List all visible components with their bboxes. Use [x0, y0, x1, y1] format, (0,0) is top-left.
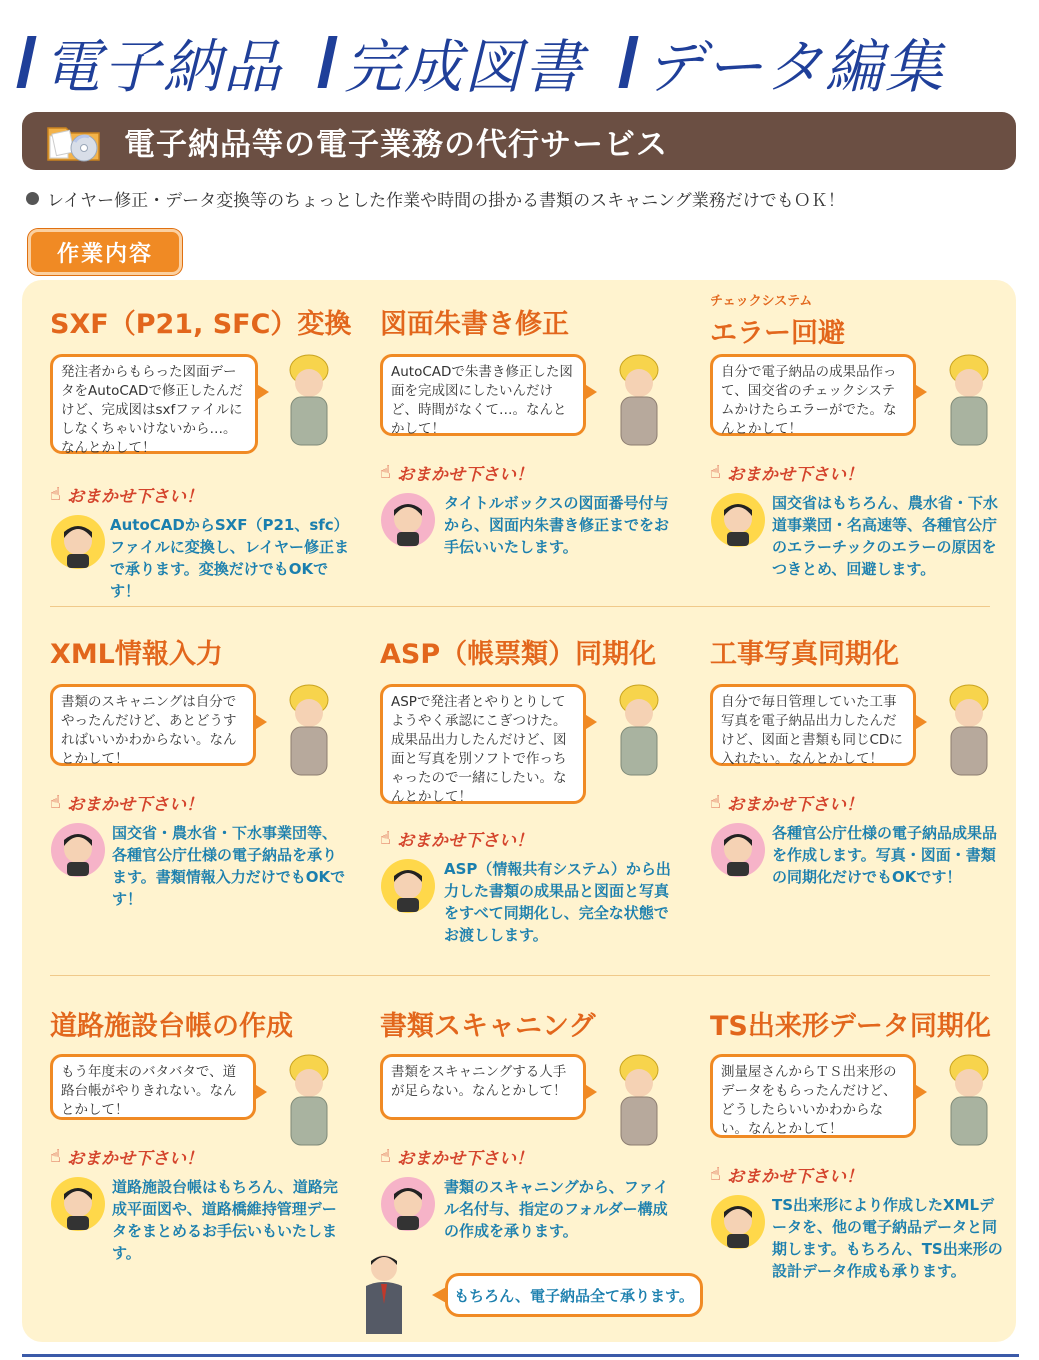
question-bubble: AutoCADで朱書き修正した図面を完成図にしたいんだけど、時間がなくて…。なんとかして！	[380, 354, 586, 436]
pointing-hand-icon: ☝	[710, 462, 721, 483]
header-bar-icon	[16, 36, 36, 88]
header-segment	[624, 20, 945, 104]
worker-icon	[278, 350, 340, 450]
omakase-label: おまかせ下さい！	[396, 465, 533, 485]
bottom-rule	[22, 1354, 1019, 1357]
worker-icon	[278, 680, 340, 780]
service-card	[50, 1004, 350, 1262]
answer-text: 各種官公庁仕様の電子納品成果品を作成します。写真・図面・書類の同期化だけでもOKです！	[772, 824, 998, 886]
omakase-label: おまかせ下さい！	[726, 465, 863, 485]
omakase-heading	[50, 790, 203, 815]
card-title: 道路施設台帳の作成	[50, 1011, 293, 1042]
header-bar-icon	[619, 36, 639, 88]
service-card	[380, 302, 680, 556]
service-card	[380, 632, 680, 944]
staff-avatar-icon	[710, 492, 766, 548]
omakase-label: おまかせ下さい！	[66, 1149, 203, 1169]
card-title: 図面朱書き修正	[380, 309, 569, 340]
staff-avatar-icon	[50, 514, 106, 570]
omakase-heading	[710, 1162, 863, 1187]
folder-cd-icon	[44, 118, 106, 164]
pointing-hand-icon: ☝	[50, 484, 61, 505]
worker-icon	[938, 350, 1000, 450]
pointing-hand-icon: ☝	[50, 792, 61, 813]
omakase-heading	[710, 460, 863, 485]
header-bar-icon	[317, 36, 337, 88]
worker-icon	[938, 1050, 1000, 1150]
card-title: 書類スキャニング	[380, 1011, 596, 1042]
header-word: 完成図書	[344, 33, 585, 101]
card-title: XML情報入力	[50, 639, 223, 670]
omakase-label: おまかせ下さい！	[396, 831, 533, 851]
question-bubble: 自分で電子納品の成果品作って、国交省のチェックシステムかけたらエラーがでた。なんとかして！	[710, 354, 916, 436]
worker-icon	[608, 1050, 670, 1150]
header-segment	[22, 20, 283, 104]
omakase-label: おまかせ下さい！	[66, 487, 203, 507]
pointing-hand-icon: ☝	[380, 828, 391, 849]
omakase-label: おまかせ下さい！	[66, 795, 203, 815]
closing-bubble: もちろん、電子納品全て承ります。	[445, 1273, 703, 1317]
card-subtitle: チェックシステム	[710, 294, 813, 309]
card-title: TS出来形データ同期化	[710, 1011, 991, 1042]
bullet-icon	[26, 192, 39, 205]
page-header	[22, 22, 1019, 102]
staff-avatar-icon	[710, 1194, 766, 1250]
answer-text: 国交省はもちろん、農水省・下水道事業団・名高速等、各種官公庁のエラーチックのエラーの原因をつきとめ、回避します。	[772, 494, 998, 578]
worker-icon	[938, 680, 1000, 780]
omakase-label: おまかせ下さい！	[726, 795, 863, 815]
staff-avatar-icon	[50, 822, 106, 878]
question-bubble: 測量屋さんからＴＳ出来形のデータをもらったんだけど、どうしたらいいかわからない。なんとかして！	[710, 1054, 916, 1138]
answer-text: 国交省・農水省・下水事業団等、各種官公庁仕様の電子納品を承ります。書類情報入力だけでもOKです！	[112, 824, 346, 908]
card-title: 工事写真同期化	[710, 639, 899, 670]
row-divider	[50, 606, 990, 607]
staff-avatar-icon	[380, 492, 436, 548]
staff-avatar-icon	[380, 1176, 436, 1232]
worker-icon	[278, 1050, 340, 1150]
omakase-heading	[380, 826, 533, 851]
staff-avatar-icon	[380, 858, 436, 914]
pointing-hand-icon: ☝	[380, 1146, 391, 1167]
service-card	[710, 290, 1010, 578]
answer-text: 道路施設台帳はもちろん、道路完成平面図や、道路橋維持管理データをまとめるお手伝いもいたします。	[112, 1178, 338, 1262]
question-bubble: 発注者からもらった図面データをAutoCADで修正したんだけど、完成図はsxfファイルにしなくちゃいけないから…。なんとかして！	[50, 354, 258, 454]
question-bubble: 自分で毎日管理していた工事写真を電子納品出力したんだけど、図面と書類も同じCDに入れたい。なんとかして！	[710, 684, 916, 766]
header-segment	[323, 20, 584, 104]
section-banner	[22, 112, 1016, 170]
staff-avatar-icon	[50, 1176, 106, 1232]
omakase-label: おまかせ下さい！	[396, 1149, 533, 1169]
card-title: SXF（P21, SFC）変換	[50, 309, 352, 340]
answer-text: ASP（情報共有システム）から出力した書類の成果品と図面と写真をすべて同期化し、完全な状態でお渡しします。	[444, 860, 671, 944]
pointing-hand-icon: ☝	[380, 462, 391, 483]
service-card	[380, 1004, 680, 1240]
worker-icon	[608, 680, 670, 780]
lead-label: レイヤー修正・データ変換等のちょっとした作業や時間の掛かる書類のスキャニング業務だけでもＯＫ！	[47, 191, 845, 211]
omakase-heading	[380, 1144, 533, 1169]
omakase-heading	[710, 790, 863, 815]
service-card	[710, 1004, 1010, 1280]
row-divider	[50, 975, 990, 976]
card-title: ASP（帳票類）同期化	[380, 639, 657, 670]
omakase-heading	[380, 460, 533, 485]
pointing-hand-icon: ☝	[710, 792, 721, 813]
question-bubble: 書類をスキャニングする人手が足らない。なんとかして！	[380, 1054, 586, 1120]
pointing-hand-icon: ☝	[50, 1146, 61, 1167]
answer-text: AutoCADからSXF（P21、sfc）ファイルに変換し、レイヤー修正まで承ります。変換だけでもOKです！	[110, 516, 349, 600]
header-word: 電子納品	[43, 33, 284, 101]
omakase-heading	[50, 482, 203, 507]
header-word: データ編集	[645, 33, 946, 101]
question-bubble: もう年度末のバタバタで、道路台帳がやりきれない。なんとかして！	[50, 1054, 256, 1120]
answer-text: TS出来形により作成したXMLデータを、他の電子納品データと同期します。もちろん、TS出来形の設計データ作成も承ります。	[772, 1196, 1003, 1280]
question-bubble: 書類のスキャニングは自分でやったんだけど、あとどうすればいいかわからない。なんとかして！	[50, 684, 256, 766]
answer-text: 書類のスキャニングから、ファイル名付与、指定のフォルダー構成の作成を承ります。	[444, 1178, 669, 1240]
worker-icon	[608, 350, 670, 450]
omakase-heading	[50, 1144, 203, 1169]
businessman-icon	[360, 1252, 408, 1336]
question-bubble: ASPで発注者とやりとりしてようやく承認にこぎつけた。成果品出力したんだけど、図面と写真を別ソフトで作っちゃったので一緒にしたい。なんとかして！	[380, 684, 586, 804]
staff-avatar-icon	[710, 822, 766, 878]
omakase-label: おまかせ下さい！	[726, 1167, 863, 1187]
service-card	[50, 632, 350, 908]
lead-text	[26, 186, 845, 211]
answer-text: タイトルボックスの図面番号付与から、図面内朱書き修正までをお手伝いいたします。	[444, 494, 670, 556]
card-title: エラー回避	[710, 318, 845, 349]
pointing-hand-icon: ☝	[710, 1164, 721, 1185]
service-card	[50, 302, 352, 600]
service-card	[710, 632, 1010, 886]
section-tag: 作業内容	[28, 229, 182, 275]
banner-title: 電子納品等の電子業務の代行サービス	[124, 126, 668, 163]
